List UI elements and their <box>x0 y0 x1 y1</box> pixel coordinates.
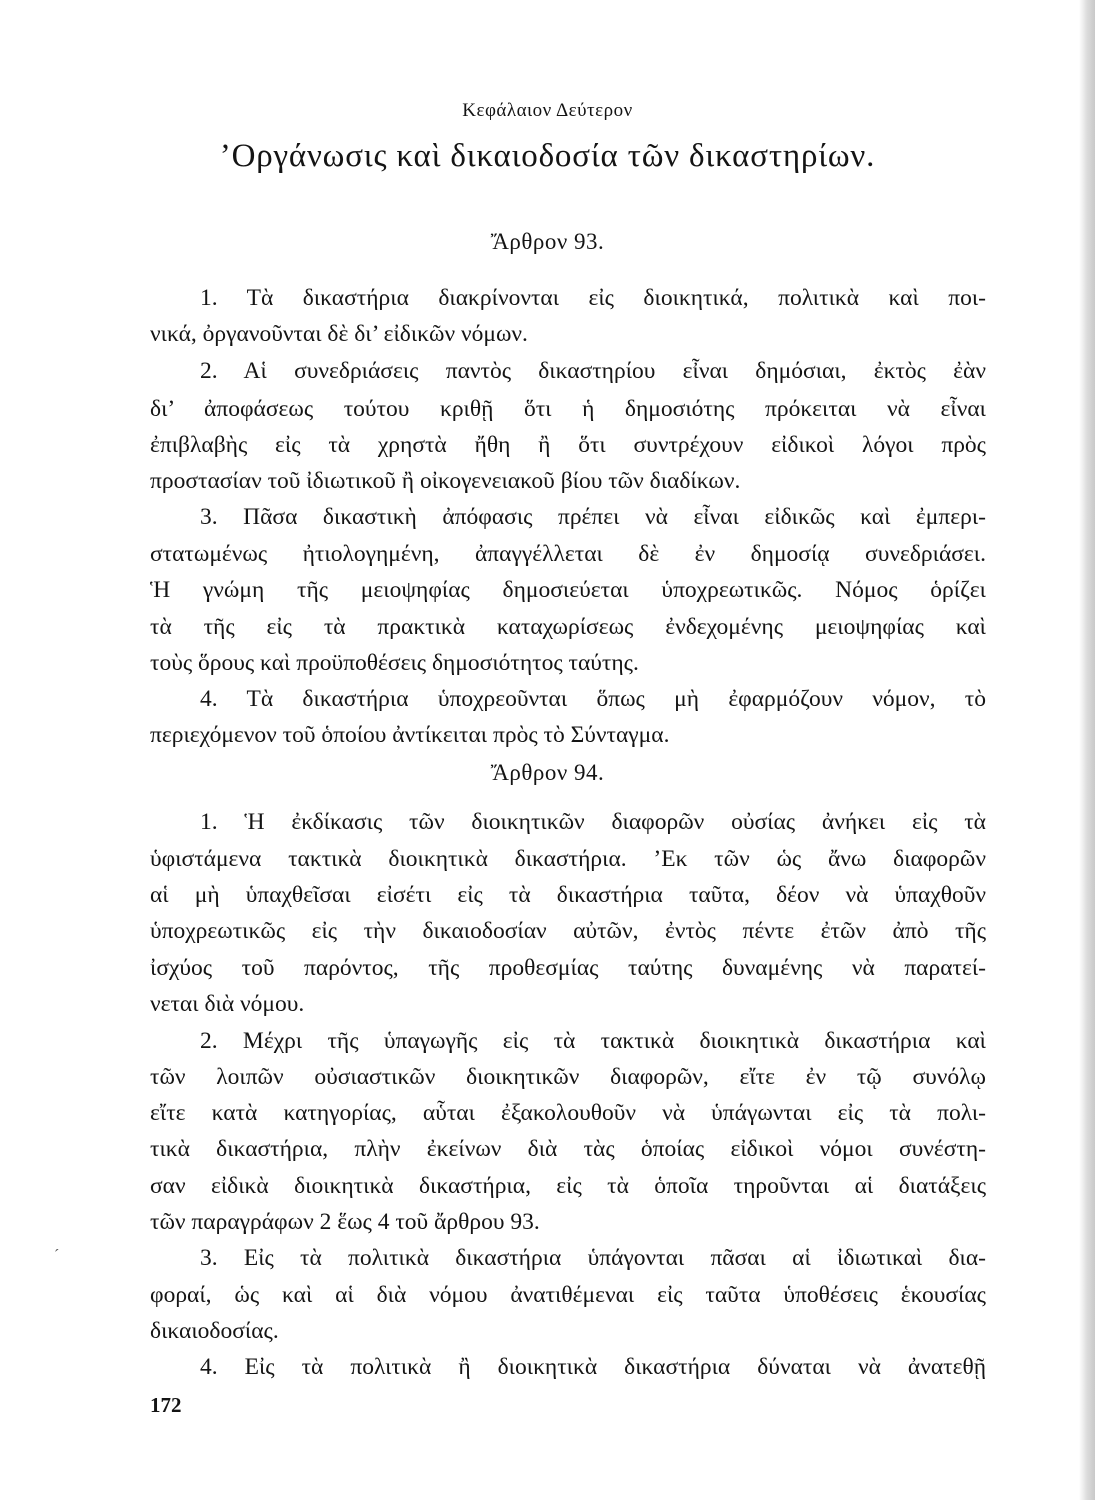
article-94-line: τῶν παραγράφων 2 ἕως 4 τοῦ ἄρθρου 93. <box>150 1209 540 1235</box>
article-94-line: ὑφιστάμενα τακτικὰ διοικητικὰ δικαστήρια. ’Εκ τῶν ὡς ἄνω διαφορῶν <box>150 846 986 872</box>
article-93-line: προστασίαν τοῦ ἰδιωτικοῦ ἢ οἰκογενειακοῦ βίου τῶν διαδίκων. <box>150 468 741 494</box>
article-93-line: 4. Τὰ δικαστήρια ὑποχρεοῦνται ὅπως μὴ ἐφαρμόζουν νόμον, τὸ <box>200 686 986 712</box>
page-number: 172 <box>150 1393 182 1417</box>
margin-mark: ´ <box>54 1247 60 1264</box>
article-93-line: 2. Αἱ συνεδριάσεις παντὸς δικαστηρίου εἶναι δημόσιαι, ἐκτὸς ἐὰν <box>200 358 986 384</box>
article-94-line: 2. Μέχρι τῆς ὑπαγωγῆς εἰς τὰ τακτικὰ διοικητικὰ δικαστήρια καὶ <box>200 1028 986 1054</box>
article-93-line: 3. Πᾶσα δικαστικὴ ἀπόφασις πρέπει νὰ εἶναι εἰδικῶς καὶ ἐμπερι- <box>200 504 986 530</box>
article-93-line: περιεχόμενον τοῦ ὁποίου ἀντίκειται πρὸς τὸ Σύνταγμα. <box>150 722 670 748</box>
page-edge-shadow <box>1079 0 1095 1500</box>
article-94-line: δικαιοδοσίας. <box>150 1318 279 1344</box>
article-94-line: νεται διὰ νόμου. <box>150 991 305 1017</box>
article-94-line: εἴτε κατὰ κατηγορίας, αὗται ἐξακολουθοῦν νὰ ὑπάγωνται εἰς τὰ πολι- <box>150 1100 986 1126</box>
article-94-line: φοραί, ὡς καὶ αἱ διὰ νόμου ἀνατιθέμεναι εἰς ταῦτα ὑποθέσεις ἑκουσίας <box>150 1282 986 1308</box>
article-94-line: 4. Εἰς τὰ πολιτικὰ ἢ διοικητικὰ δικαστήρια δύναται νὰ ἀνατεθῇ <box>200 1354 986 1380</box>
chapter-label: Κεφάλαιον Δεύτερον <box>462 100 633 121</box>
article-93-line: τὰ τῆς εἰς τὰ πρακτικὰ καταχωρίσεως ἐνδεχομένης μειοψηφίας καὶ <box>150 614 986 640</box>
article-93-line: νικά, ὀργανοῦνται δὲ δι’ εἰδικῶν νόμων. <box>150 321 528 347</box>
article-94-line: αἱ μὴ ὑπαχθεῖσαι εἰσέτι εἰς τὰ δικαστήρια ταῦτα, δέον νὰ ὑπαχθοῦν <box>150 882 986 908</box>
chapter-title: ’Οργάνωσις καὶ δικαιοδοσία τῶν δικαστηρίων. <box>219 138 876 174</box>
article-93-line: στατωμένως ἠτιολογημένη, ἀπαγγέλλεται δὲ ἐν δημοσίᾳ συνεδριάσει. <box>150 541 986 567</box>
article-94-line: ἰσχύος τοῦ παρόντος, τῆς προθεσμίας ταύτης δυναμένης νὰ παρατεί- <box>150 955 986 981</box>
article-94-heading: Ἄρθρον 94. <box>490 760 605 785</box>
article-94-line: τικὰ δικαστήρια, πλὴν ἐκείνων διὰ τὰς ὁποίας εἰδικοὶ νόμοι συνέστη- <box>150 1136 986 1162</box>
article-93-line: ἐπιβλαβὴς εἰς τὰ χρηστὰ ἤθη ἢ ὅτι συντρέχουν εἰδικοὶ λόγοι πρὸς <box>150 432 986 458</box>
article-93-line: Ἡ γνώμη τῆς μειοψηφίας δημοσιεύεται ὑποχρεωτικῶς. Νόμος ὁρίζει <box>150 577 986 603</box>
article-93-heading: Ἄρθρον 93. <box>490 229 605 254</box>
article-93-line: 1. Τὰ δικαστήρια διακρίνονται εἰς διοικητικά, πολιτικὰ καὶ ποι- <box>200 285 986 311</box>
article-94-line: τῶν λοιπῶν οὐσιαστικῶν διοικητικῶν διαφορῶν, εἴτε ἐν τῷ συνόλῳ <box>150 1064 986 1090</box>
article-94-line: σαν εἰδικὰ διοικητικὰ δικαστήρια, εἰς τὰ ὁποῖα τηροῦνται αἱ διατάξεις <box>150 1173 986 1199</box>
article-94-line: 1. Ἡ ἐκδίκασις τῶν διοικητικῶν διαφορῶν οὐσίας ἀνήκει εἰς τὰ <box>200 809 986 835</box>
article-93-line: δι’ ἀποφάσεως τούτου κριθῇ ὅτι ἡ δημοσιότης πρόκειται νὰ εἶναι <box>150 396 986 422</box>
article-94-line: 3. Εἰς τὰ πολιτικὰ δικαστήρια ὑπάγονται πᾶσαι αἱ ἰδιωτικαὶ δια- <box>200 1245 986 1271</box>
article-94-line: ὑποχρεωτικῶς εἰς τὴν δικαιοδοσίαν αὐτῶν, ἐντὸς πέντε ἐτῶν ἀπὸ τῆς <box>150 918 986 944</box>
article-93-line: τοὺς ὅρους καὶ προϋποθέσεις δημοσιότητος ταύτης. <box>150 650 639 676</box>
